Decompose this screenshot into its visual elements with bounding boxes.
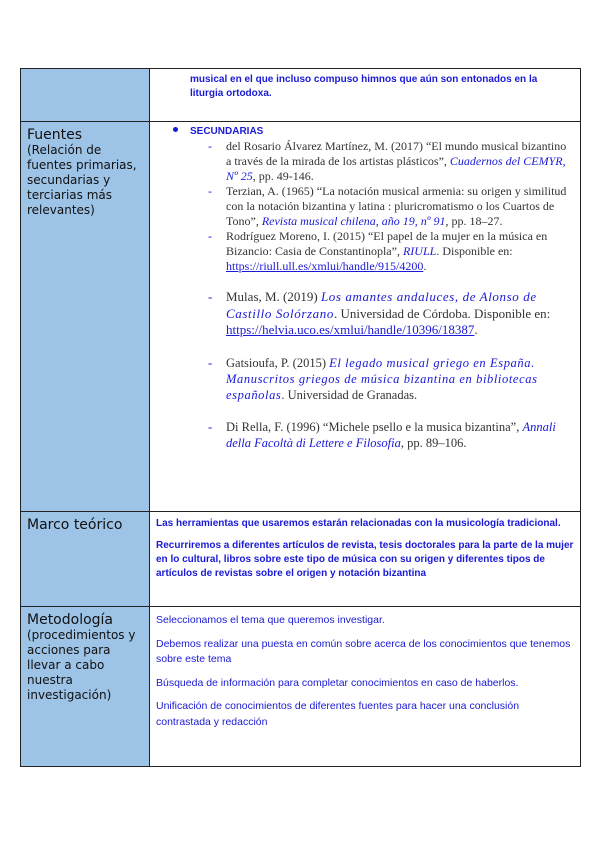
- reference-item: - Mulas, M. (2019) Los amantes andaluces, de Alonso de Castillo Solórzano. Universidad de Córdoba. Disponible en: https://helvia.uco.es/xmlui/handle/10396/18387.: [208, 289, 551, 337]
- dash-icon: -: [208, 139, 212, 153]
- metodologia-row: [21, 607, 581, 767]
- reference-item: - Rodríguez Moreno, I. (2015) “El papel de la mujer en la música en Bizancio: Casia de Constantinopla”, RIULL. Disponible en: https://riull.ull.es/xmlui/handle/915/4200.: [208, 229, 548, 273]
- fuentes-content-cell: [150, 122, 581, 512]
- reference-item: - Di Rella, F. (1996) “Michele psello e la musica bizantina”, Annali della Facoltà di Lettere e Filosofia, pp. 89–106.: [208, 419, 556, 450]
- dash-icon: -: [208, 419, 213, 434]
- metodologia-step: Búsqueda de información para completar conocimientos en caso de haberlos.: [156, 676, 519, 689]
- metodologia-step: Unificación de conocimientos de diferentes fuentes para hacer una conclusión contrastada y redacción: [156, 700, 520, 728]
- intro-content-cell: [150, 69, 581, 122]
- reference-item: - Terzian, A. (1965) “La notación musical armenia: su origen y similitud con la notación bizantina y latina : pluricromatismo o los Cuartos de Tono”, Revista musical chilena, año 19, nº 91, pp. 18–27.: [208, 184, 567, 228]
- intro-row: [21, 69, 581, 122]
- dash-icon: -: [208, 229, 212, 243]
- reference-item: - Gatsioufa, P. (2015) El legado musical griego en España. Manuscritos griegos de música bizantina en bibliotecas españolas. Universidad de Granadas.: [208, 355, 538, 402]
- metodologia-step: Debemos realizar una puesta en común sobre acerca de los conocimientos que tenemos sobre este tema: [156, 637, 571, 665]
- reference-item: - del Rosario Álvarez Martínez, M. (2017) “El mundo musical bizantino a través de la mirada de los artistas plásticos”, Cuadernos del CEMYR, Nº 25, pp. 49-146.: [208, 139, 567, 183]
- metodologia-label: Metodología: [27, 612, 114, 628]
- metodologia-sublabel: (procedimientos y acciones para llevar a cabo nuestra investigación): [27, 628, 136, 702]
- marco-paragraph-1: Las herramientas que usaremos estarán relacionadas con la musicología tradicional.: [156, 518, 561, 529]
- bullet-secundarias: [175, 126, 580, 137]
- metodologia-content-cell: [150, 607, 581, 767]
- fuentes-label: Fuentes: [27, 127, 83, 143]
- dash-icon: -: [208, 355, 213, 370]
- dash-icon: -: [208, 289, 213, 304]
- marco-label: Marco teórico: [27, 517, 123, 533]
- fuentes-sublabel: (Relación de fuentes primarias, secundarias y terciarias más relevantes): [27, 143, 137, 217]
- dash-icon: -: [208, 184, 212, 198]
- references-list: [150, 139, 580, 451]
- marco-label-cell: [21, 512, 150, 607]
- intro-text: musical en el que incluso compuso himnos que aún son entonados en la liturgia ortodoxa.: [190, 74, 538, 99]
- helvia-link[interactable]: https://helvia.uco.es/xmlui/handle/10396/18387: [226, 322, 475, 337]
- marco-paragraph-2: Recurriremos a diferentes artículos de revista, tesis doctorales para la parte de la mujer en lo cultural, libros sobre este tipo de música con su origen y diferentes tipos de artículos de revistas sobre el origen y notación bizantina: [156, 540, 574, 579]
- metodologia-step: Seleccionamos el tema que queremos investigar.: [156, 614, 385, 626]
- fuentes-label-cell: [21, 122, 150, 512]
- metodologia-label-cell: [21, 607, 150, 767]
- intro-label-cell: [21, 69, 150, 122]
- bullet-dot-icon: [173, 127, 178, 132]
- bullet-secundarias-label: SECUNDARIAS: [190, 126, 264, 137]
- fuentes-row: [21, 122, 581, 512]
- marco-row: [21, 512, 581, 607]
- document-table: [20, 68, 581, 767]
- marco-content-cell: [150, 512, 581, 607]
- riull-link[interactable]: https://riull.ull.es/xmlui/handle/915/4200: [226, 259, 424, 273]
